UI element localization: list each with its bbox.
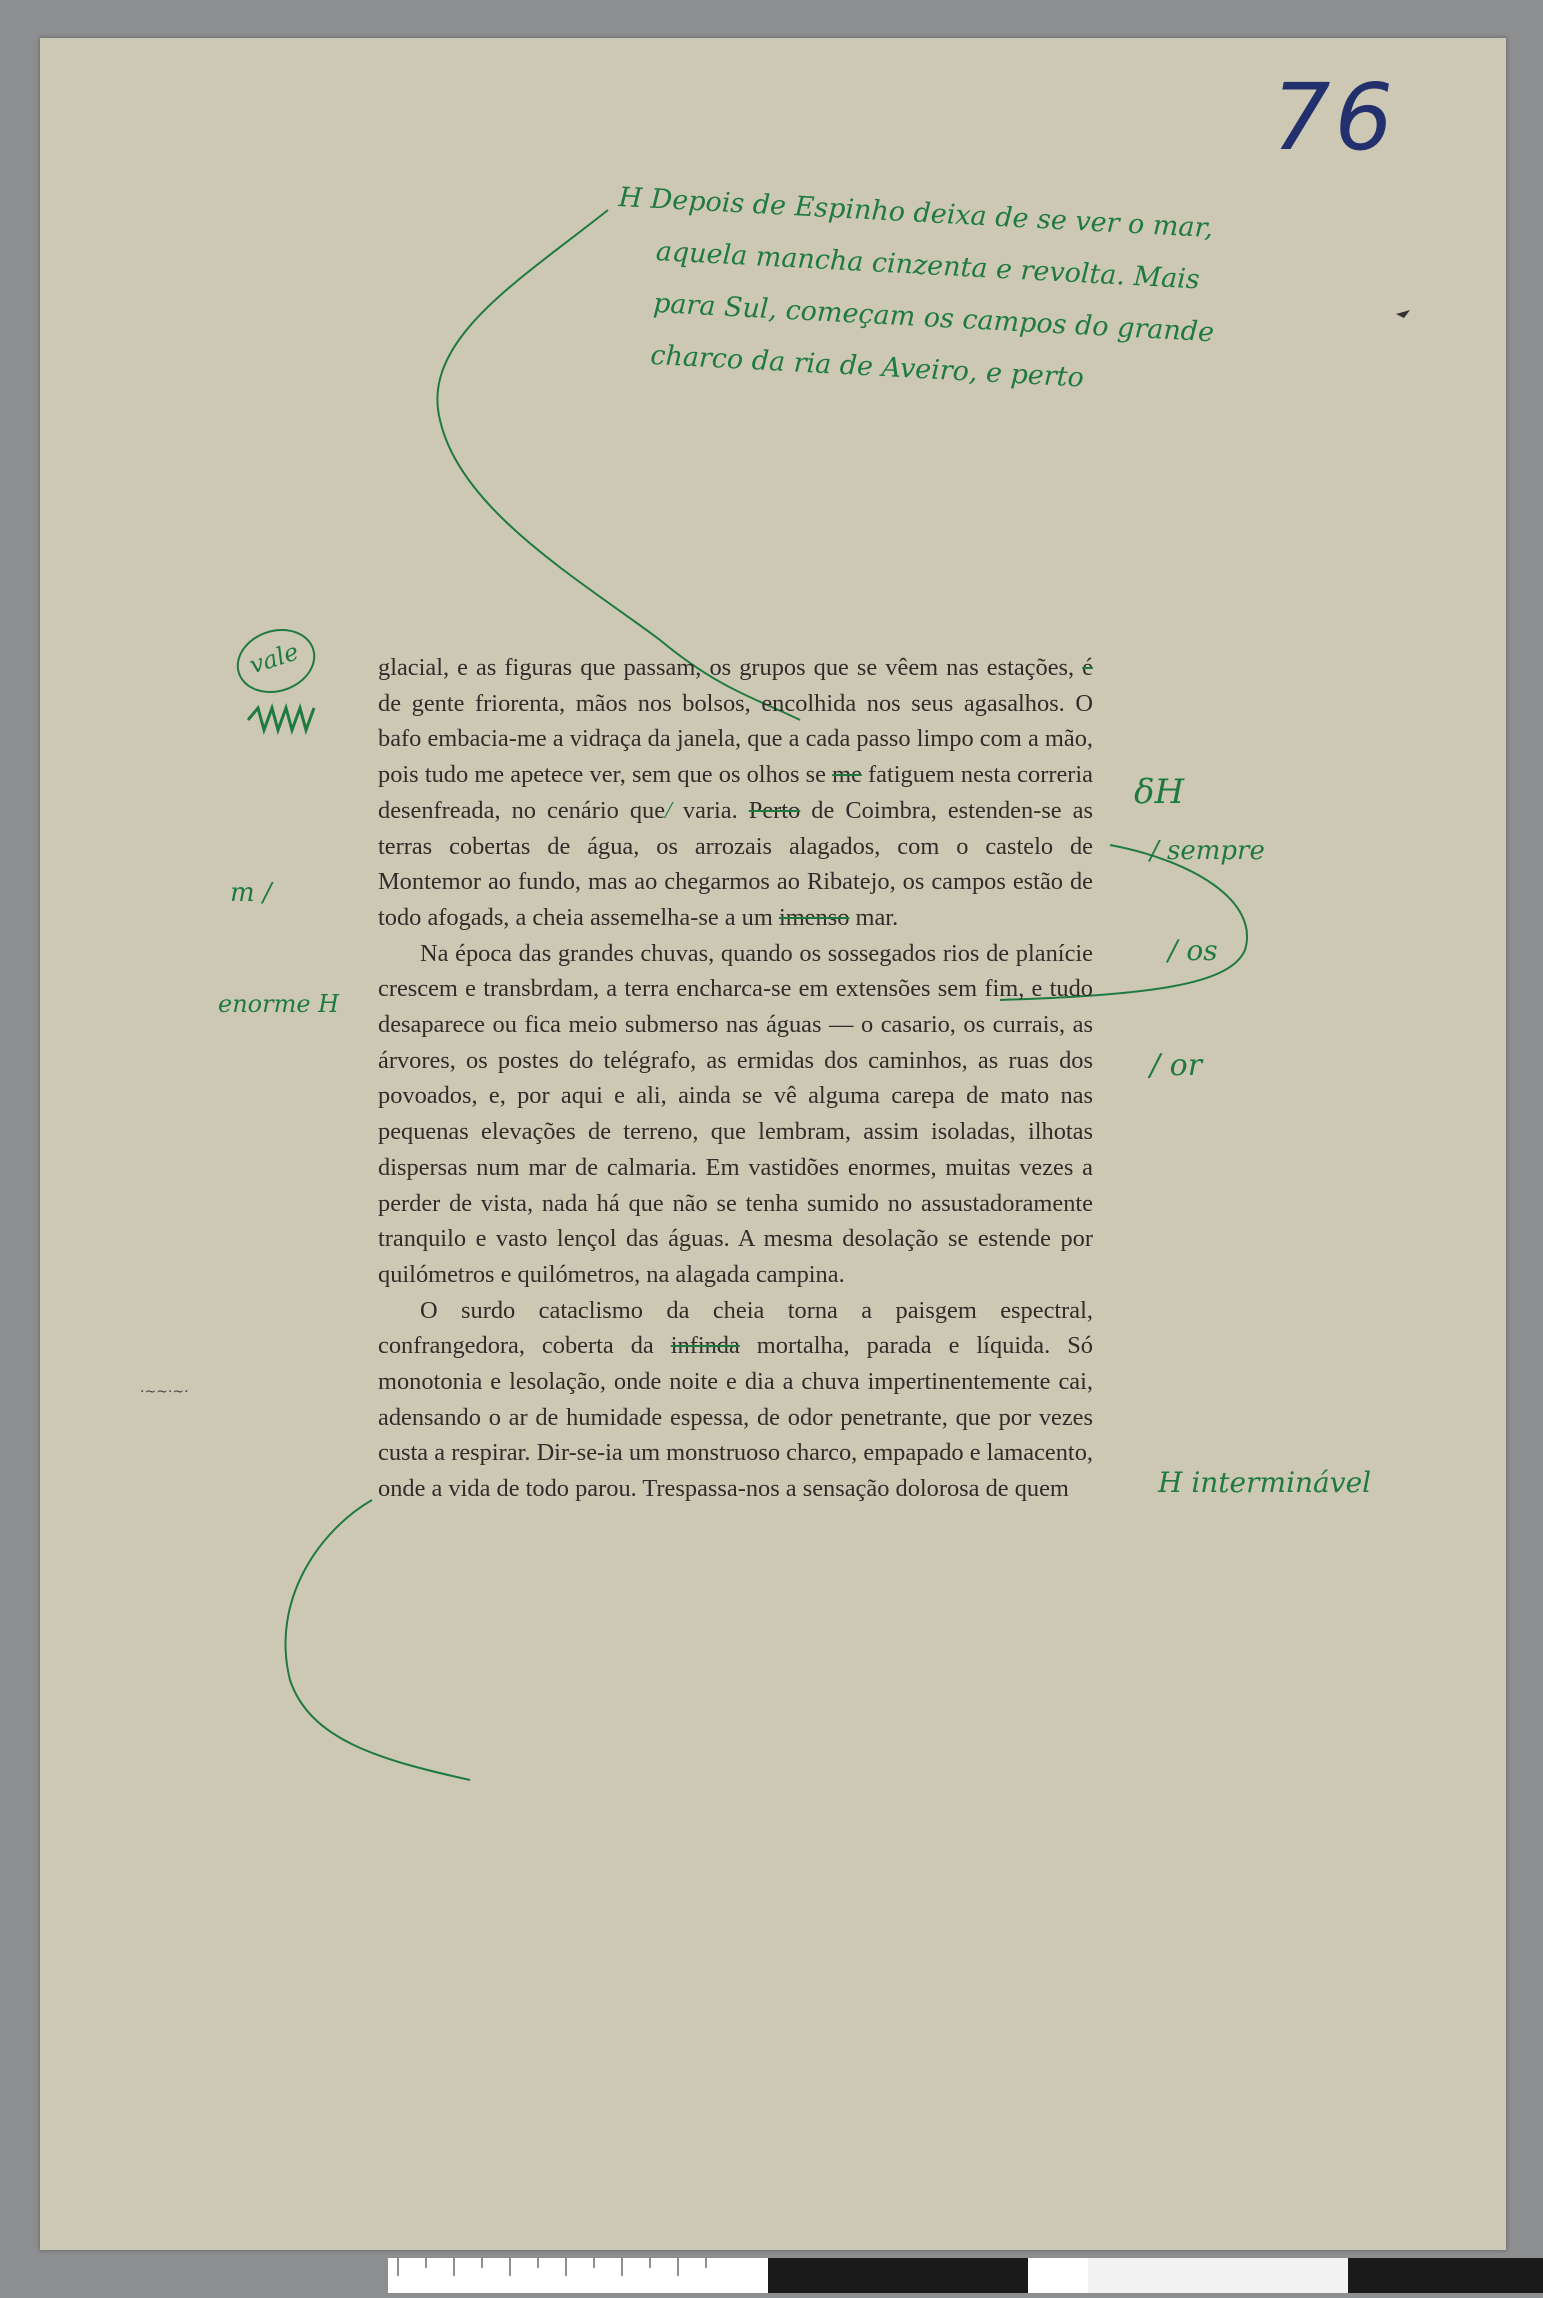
text-run: mortalha, parada e líquida. Só monotonia e lesolação, onde noite e dia a chuva impertinentemente cai, adensando o ar de humidade espessa, de odor penetrante, que por vezes custa a respirar. Dir-se-ia um monstruoso charco, empapado e lamacento, onde a vida de todo parou. Trespassa-nos a sensação dolorosa de quem xyxy=(378,1332,1093,1503)
top-insert-line: aquela mancha cinzenta e revolta. Mais xyxy=(655,236,1201,296)
text-run: mar. xyxy=(849,903,899,931)
scale-ruler xyxy=(388,2258,1543,2293)
margin-note-dh: δH xyxy=(1134,772,1185,812)
struck-word: é xyxy=(1082,654,1093,681)
struck-word: infinda xyxy=(670,1332,740,1360)
margin-note-m: m / xyxy=(230,878,272,908)
text-run: O surdo cataclismo da cheia torna a paisgem espectral, confrangedora, coberta da xyxy=(378,1296,1093,1360)
vale-text: vale xyxy=(246,637,302,680)
margin-note-or: / or xyxy=(1150,1048,1203,1083)
margin-note-os: / os xyxy=(1168,934,1218,967)
margin-note-sempre: / sempre xyxy=(1150,836,1265,866)
text-run: glacial, e as figuras que passam, os grupos que se vêem nas estações, xyxy=(378,654,1083,681)
top-insert-line: charco da ria de Aveiro, e perto xyxy=(649,339,1085,394)
margin-note-enorme: enorme H xyxy=(218,990,340,1018)
paragraph xyxy=(378,650,1093,936)
insert-curve-top xyxy=(437,210,800,720)
struck-word: imenso xyxy=(778,903,850,931)
ruler-ticks xyxy=(388,2258,1543,2293)
margin-note-interminavel: H interminável xyxy=(1158,1466,1372,1499)
top-insert-line: H Depois de Espinho deixa de se ver o mar, xyxy=(617,181,1214,245)
insertion-mark: / xyxy=(665,796,672,824)
text-run: de gente friorenta, mãos nos bolsos, encolhida nos seus agasalhos. O bafo embacia-me a vidraça da janela, que a cada passo limpo com a mão, pois tudo me apetece ver, sem que os olhos se xyxy=(378,689,1093,789)
insert-curve-bottom xyxy=(285,1500,470,1780)
page-number: 76 xyxy=(1272,64,1398,171)
text-run: varia. xyxy=(671,796,749,824)
stray-mark-right xyxy=(1396,310,1410,318)
paragraph: Na época das grandes chuvas, quando os sossegados rios de planície crescem e transbrdam, a terra encharca-se em extensões sem fim, e tudo desaparece ou fica meio submerso nas águas — o casario, os currais, as árvores, os postes do telégrafo, as ermidas dos caminhos, as ruas dos povoados, e, por aqui e ali, ainda se vê alguma carepa de mato nas pequenas elevações de terreno, que lembram, assim isoladas, ilhotas dispersas num mar de calmaria. Em vastidões enormes, muitas vezes a perder de vista, nada há que não se tenha sumido no assustadoramente tranquilo e vasto lençol das águas. A mesma desolação se estende por quilómetros e quilómetros, na alagada campina. xyxy=(378,939,1093,1288)
stray-mark: ·~~·~· xyxy=(140,1384,189,1400)
top-insert-line: para Sul, começam os campos do grande xyxy=(652,287,1215,349)
scribble-mark xyxy=(240,700,330,740)
struck-word: Perto xyxy=(748,796,801,824)
text-run: fatiguem nesta correria desenfreada, no cenário que xyxy=(378,761,1093,824)
struck-word: me xyxy=(832,761,862,789)
text-run: de Coimbra, estenden-se as terras cobertas de água, os arrozais alagados, com o castelo de Montemor ao fundo, mas ao chegarmos ao Ribatejo, os campos estão de todo afogads, a cheia assemelha-se a um xyxy=(378,796,1093,931)
typed-text-body xyxy=(378,650,1093,1507)
paragraph xyxy=(378,1293,1093,1507)
